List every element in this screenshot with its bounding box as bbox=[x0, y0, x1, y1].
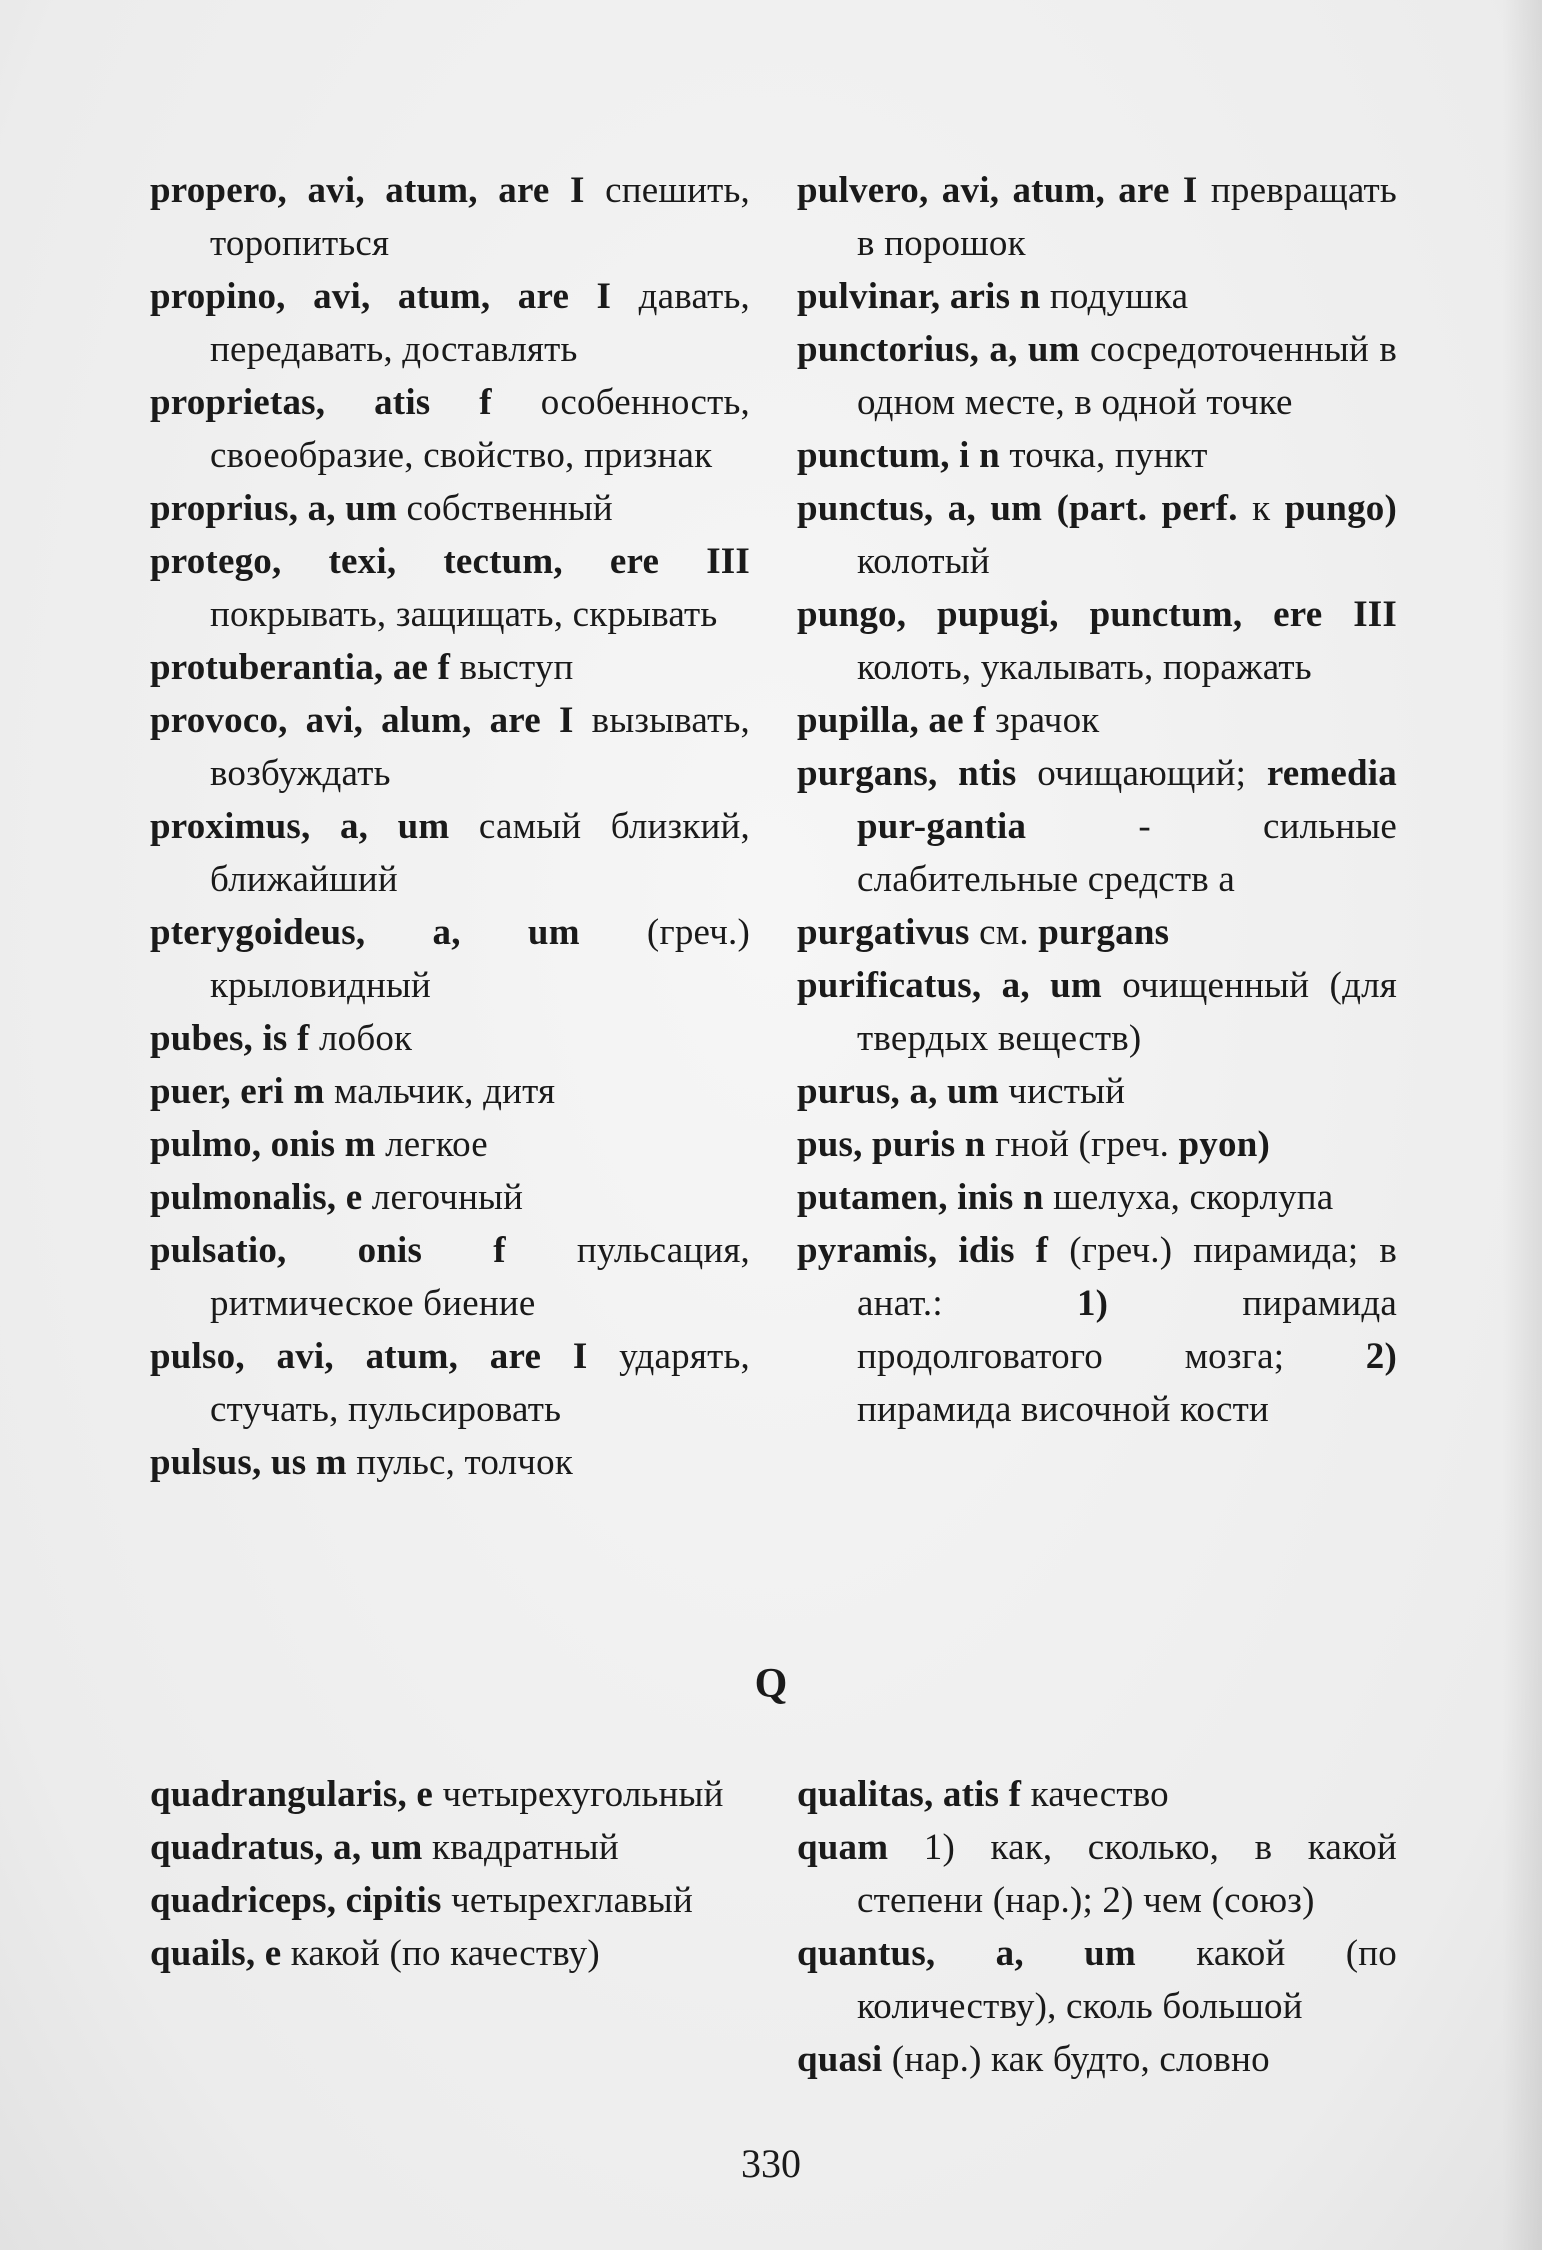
definition: спешить, торопиться bbox=[210, 170, 750, 264]
definition: лобок bbox=[309, 1018, 413, 1059]
headword: quadriceps, cipitis bbox=[150, 1880, 442, 1921]
dictionary-entry bbox=[797, 1821, 1397, 1927]
dictionary-entry bbox=[150, 1821, 750, 1874]
definition: колотый bbox=[857, 541, 990, 582]
headword: puer, eri m bbox=[150, 1071, 325, 1112]
headword: quam bbox=[797, 1827, 889, 1868]
right-column-q-entries bbox=[797, 1768, 1397, 2086]
definition: см. bbox=[969, 912, 1039, 953]
headword: quadratus, a, um bbox=[150, 1827, 423, 1868]
dictionary-entry bbox=[150, 270, 750, 376]
definition: особенность, своеобразие, свойство, признак bbox=[210, 382, 750, 476]
definition: подушка bbox=[1040, 276, 1189, 317]
dictionary-entry bbox=[797, 1224, 1397, 1436]
sense-number: 2) bbox=[1365, 1336, 1397, 1377]
headword: pulsus, us m bbox=[150, 1442, 347, 1483]
dictionary-entry bbox=[150, 641, 750, 694]
section-letter-heading: Q bbox=[754, 1661, 788, 1707]
definition: покрывать, защищать, скрывать bbox=[210, 594, 718, 635]
dictionary-entry bbox=[797, 1118, 1397, 1171]
definition: к bbox=[1237, 488, 1285, 529]
definition: вызывать, возбуждать bbox=[210, 700, 750, 794]
dictionary-entry bbox=[797, 906, 1397, 959]
definition: колоть, укалывать, поражать bbox=[857, 647, 1312, 688]
headword-ref: remedia pur-gantia bbox=[857, 753, 1397, 847]
dictionary-entry bbox=[797, 1768, 1397, 1821]
page-edge-shadow bbox=[1502, 0, 1542, 2250]
dictionary-entry bbox=[150, 1768, 750, 1821]
dictionary-entry bbox=[150, 1224, 750, 1330]
headword: purgans, ntis bbox=[797, 753, 1017, 794]
dictionary-entry bbox=[150, 1012, 750, 1065]
definition: (греч.) пирамида; в анат.: bbox=[857, 1230, 1397, 1324]
dictionary-entry bbox=[150, 1927, 750, 1980]
dictionary-entry bbox=[797, 164, 1397, 270]
dictionary-entry bbox=[150, 1171, 750, 1224]
definition: какой (по качеству) bbox=[281, 1933, 600, 1974]
dictionary-entry bbox=[150, 1330, 750, 1436]
dictionary-entry bbox=[797, 1065, 1397, 1118]
headword: quantus, a, um bbox=[797, 1933, 1136, 1974]
headword: propero, avi, atum, are I bbox=[150, 170, 585, 211]
headword: proprietas, atis f bbox=[150, 382, 492, 423]
definition: самый близкий, ближайший bbox=[210, 806, 751, 900]
definition: какой (по количеству), сколь большой bbox=[857, 1933, 1397, 2027]
definition: четырехглавый bbox=[441, 1880, 693, 1921]
dictionary-entry bbox=[150, 482, 750, 535]
definition: мальчик, дитя bbox=[324, 1071, 556, 1112]
definition: квадратный bbox=[422, 1827, 619, 1868]
page-number: 330 bbox=[741, 2141, 801, 2186]
definition: давать, передавать, доставлять bbox=[210, 276, 751, 370]
dictionary-entry bbox=[150, 694, 750, 800]
dictionary-entry bbox=[150, 800, 750, 906]
headword-ref: pyon) bbox=[1178, 1124, 1271, 1165]
dictionary-entry bbox=[150, 535, 750, 641]
headword: punctum, i n bbox=[797, 435, 1000, 476]
dictionary-entry bbox=[797, 959, 1397, 1065]
dictionary-entry bbox=[797, 747, 1397, 906]
definition: шелуха, скорлупа bbox=[1043, 1177, 1334, 1218]
headword: quadrangularis, e bbox=[150, 1774, 434, 1815]
definition: пирамида продолговатого мозга; bbox=[857, 1283, 1397, 1377]
headword: punctorius, a, um bbox=[797, 329, 1080, 370]
headword: pus, puris n bbox=[797, 1124, 986, 1165]
definition: чистый bbox=[998, 1071, 1126, 1112]
definition: пульсация, ритмическое биение bbox=[210, 1230, 750, 1324]
dictionary-entry bbox=[150, 164, 750, 270]
definition: очищенный (для твердых веществ) bbox=[857, 965, 1397, 1059]
definition: (греч.) крыловидный bbox=[210, 912, 751, 1006]
headword: protuberantia, ae f bbox=[150, 647, 451, 688]
headword: purgativus bbox=[797, 912, 970, 953]
headword: proprius, a, um bbox=[150, 488, 397, 529]
definition: ударять, стучать, пульсировать bbox=[210, 1336, 750, 1430]
headword: pulmonalis, e bbox=[150, 1177, 363, 1218]
dictionary-entry bbox=[150, 906, 750, 1012]
headword: protego, texi, tectum, ere III bbox=[150, 541, 750, 582]
left-column-q-entries bbox=[150, 1768, 750, 1980]
dictionary-entry bbox=[797, 1171, 1397, 1224]
definition: пирамида височной кости bbox=[857, 1389, 1269, 1430]
left-column-p-entries bbox=[150, 164, 750, 1489]
dictionary-entry bbox=[150, 1874, 750, 1927]
dictionary-entry bbox=[150, 1436, 750, 1489]
definition: качество bbox=[1021, 1774, 1169, 1815]
headword: purificatus, a, um bbox=[797, 965, 1102, 1006]
headword: quasi bbox=[797, 2039, 883, 2080]
definition: (нар.) как будто, словно bbox=[882, 2039, 1270, 2080]
headword: pulmo, onis m bbox=[150, 1124, 376, 1165]
definition: легкое bbox=[375, 1124, 488, 1165]
dictionary-entry bbox=[150, 1065, 750, 1118]
definition: сосредоточенный в одном месте, в одной точке bbox=[857, 329, 1397, 423]
definition: точка, пункт bbox=[999, 435, 1208, 476]
headword: pungo, pupugi, punctum, ere III bbox=[797, 594, 1397, 635]
dictionary-entry bbox=[797, 694, 1397, 747]
dictionary-entry bbox=[797, 270, 1397, 323]
definition: выступ bbox=[450, 647, 574, 688]
dictionary-entry bbox=[150, 376, 750, 482]
dictionary-entry bbox=[797, 588, 1397, 694]
definition: собственный bbox=[397, 488, 613, 529]
definition: зрачок bbox=[985, 700, 1100, 741]
headword: pulvinar, aris n bbox=[797, 276, 1041, 317]
definition: гной (греч. bbox=[985, 1124, 1179, 1165]
definition: 1) как, сколько, в какой степени (нар.); 2) чем (союз) bbox=[857, 1827, 1397, 1921]
sense-number: 1) bbox=[1076, 1283, 1109, 1324]
definition: превращать в порошок bbox=[857, 170, 1397, 264]
definition: пульс, толчок bbox=[346, 1442, 573, 1483]
headword: quails, e bbox=[150, 1933, 282, 1974]
headword: pterygoideus, a, um bbox=[150, 912, 580, 953]
dictionary-entry bbox=[797, 1927, 1397, 2033]
headword: pubes, is f bbox=[150, 1018, 310, 1059]
dictionary-entry bbox=[797, 429, 1397, 482]
definition: очищающий; bbox=[1016, 753, 1267, 794]
headword: qualitas, atis f bbox=[797, 1774, 1022, 1815]
definition: - сильные слабительные средств а bbox=[857, 806, 1397, 900]
headword-ref: purgans bbox=[1038, 912, 1170, 953]
headword: pulsatio, onis f bbox=[150, 1230, 506, 1271]
headword: pyramis, idis f bbox=[797, 1230, 1049, 1271]
right-column-p-entries bbox=[797, 164, 1397, 1436]
headword: putamen, inis n bbox=[797, 1177, 1044, 1218]
headword: pulvero, avi, atum, are I bbox=[797, 170, 1198, 211]
headword: pulso, avi, atum, are I bbox=[150, 1336, 588, 1377]
headword: provoco, avi, alum, are I bbox=[150, 700, 574, 741]
dictionary-entry bbox=[797, 323, 1397, 429]
headword: pupilla, ae f bbox=[797, 700, 986, 741]
headword: proximus, a, um bbox=[150, 806, 450, 847]
dictionary-entry bbox=[150, 1118, 750, 1171]
definition: четырехугольный bbox=[433, 1774, 724, 1815]
headword: purus, a, um bbox=[797, 1071, 999, 1112]
dictionary-entry bbox=[797, 482, 1397, 588]
headword: propino, avi, atum, are I bbox=[150, 276, 612, 317]
definition: легочный bbox=[362, 1177, 524, 1218]
dictionary-entry bbox=[797, 2033, 1397, 2086]
headword: punctus, a, um (part. perf. bbox=[797, 488, 1238, 529]
headword-ref: pungo) bbox=[1284, 488, 1398, 529]
